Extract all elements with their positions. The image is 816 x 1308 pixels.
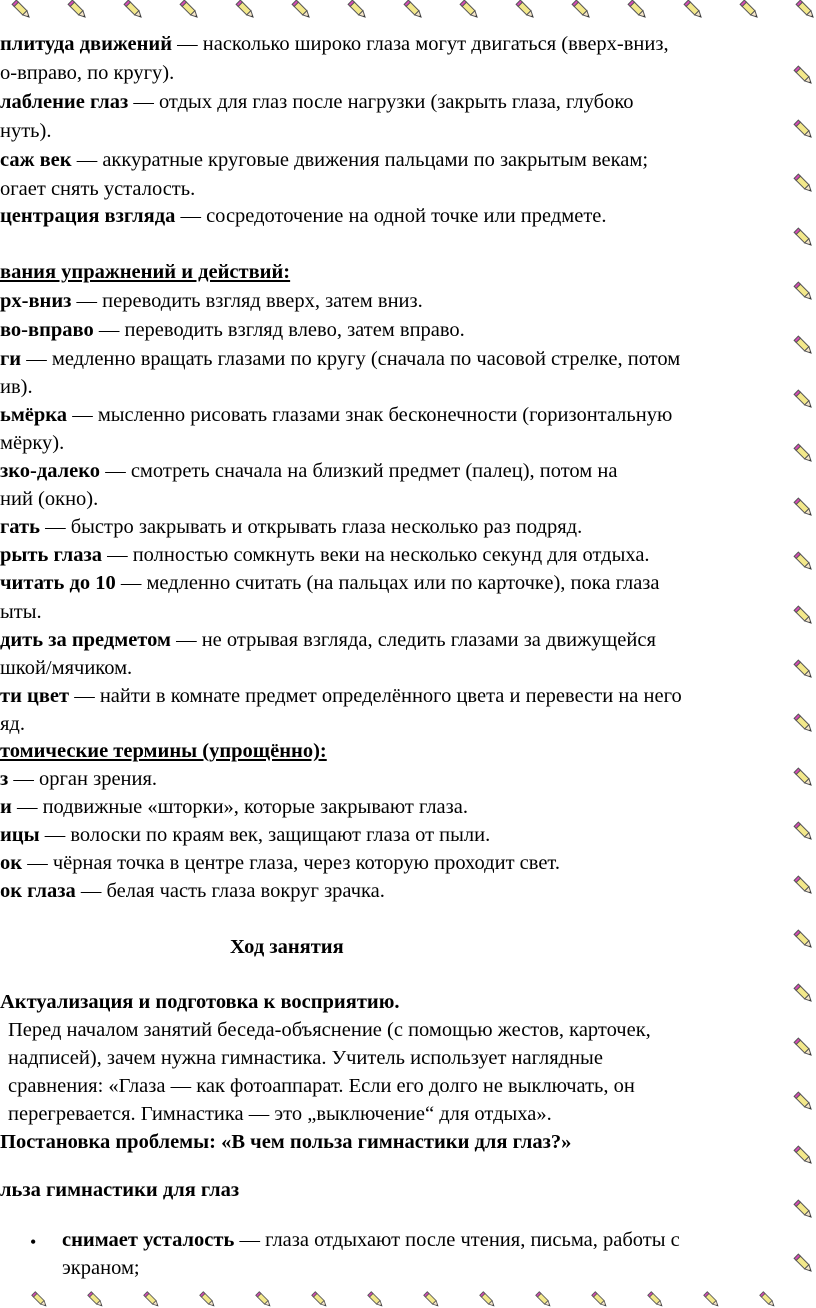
exercise-line: зко-далеко — смотреть сначала на близкий предмет (палец), потом на xyxy=(0,460,618,482)
term-continuation: огает снять усталость. xyxy=(0,178,196,200)
pencil-icon xyxy=(534,1290,554,1308)
pencil-icon xyxy=(792,496,816,520)
pencil-icon xyxy=(682,0,706,22)
lesson-title: Ход занятия xyxy=(230,936,344,958)
benefit-heading: льза гимнастики для глаз xyxy=(0,1179,240,1201)
pencil-icon xyxy=(792,874,816,898)
pencil-icon xyxy=(792,442,816,466)
exercise-line: читать до 10 — медленно считать (на пальцах или по карточке), пока глаза xyxy=(0,572,660,594)
pencil-icon xyxy=(792,280,816,304)
pencil-icon xyxy=(366,1290,386,1308)
pencil-icon xyxy=(792,658,816,682)
anatomy-line: з — орган зрения. xyxy=(0,768,158,790)
exercises-heading: вания упражнений и действий: xyxy=(0,261,291,283)
pencil-icon xyxy=(66,0,90,22)
pencil-icon xyxy=(792,604,816,628)
exercise-continuation: яд. xyxy=(0,713,25,735)
pencil-icon xyxy=(346,0,370,22)
pencil-icon xyxy=(478,1290,498,1308)
exercise-line: дить за предметом — не отрывая взгляда, следить глазами за движущейся xyxy=(0,629,656,651)
pencil-icon xyxy=(794,0,816,22)
exercise-continuation: мёрку). xyxy=(0,432,65,454)
pencil-icon xyxy=(792,1036,816,1060)
exercise-line: ьмёрка — мысленно рисовать глазами знак бесконечности (горизонтальную xyxy=(0,404,673,426)
pencil-icon xyxy=(254,1290,274,1308)
pencil-icon xyxy=(702,1290,722,1308)
benefit-continuation: экраном; xyxy=(62,1257,140,1279)
pencil-icon xyxy=(178,0,202,22)
anatomy-line: ок глаза — белая часть глаза вокруг зрачка. xyxy=(0,880,385,902)
pencil-icon xyxy=(792,1090,816,1114)
pencil-icon xyxy=(792,928,816,952)
term-line: плитуда движений — насколько широко глаза могут двигаться (вверх-вниз, xyxy=(0,33,669,55)
term-line: центрация взгляда — сосредоточение на одной точке или предмете. xyxy=(0,205,607,227)
pencil-icon xyxy=(792,172,816,196)
pencil-icon xyxy=(792,550,816,574)
stage1-text-line: Перед началом занятий беседа-объяснение (с помощью жестов, карточек, xyxy=(8,1019,651,1041)
exercise-continuation: шкой/мячиком. xyxy=(0,657,133,679)
pencil-icon xyxy=(310,1290,330,1308)
exercise-line: рыть глаза — полностью сомкнуть веки на несколько секунд для отдыха. xyxy=(0,544,650,566)
term-line: лабление глаз — отдых для глаз после нагрузки (закрыть глаза, глубоко xyxy=(0,91,634,113)
pencil-icon xyxy=(646,1290,666,1308)
anatomy-line: ицы — волоски по краям век, защищают глаза от пыли. xyxy=(0,824,491,846)
stage1-text-line: перегревается. Гимнастика — это „выключение“ для отдыха». xyxy=(8,1103,552,1125)
exercise-line: рх-вниз — переводить взгляд вверх, затем вниз. xyxy=(0,290,423,312)
stage1-text-line: надписей), зачем нужна гимнастика. Учитель использует наглядные xyxy=(8,1047,603,1069)
pencil-icon xyxy=(792,64,816,88)
benefit-line: снимает усталость — глаза отдыхают после чтения, письма, работы с xyxy=(62,1229,680,1251)
bottom-pencil-border xyxy=(0,1290,816,1308)
anatomy-line: и — подвижные «шторки», которые закрывают глаза. xyxy=(0,796,468,818)
exercise-line: во-вправо — переводить взгляд влево, затем вправо. xyxy=(0,319,465,341)
pencil-icon xyxy=(198,1290,218,1308)
pencil-icon xyxy=(422,1290,442,1308)
exercise-line: ти цвет — найти в комнате предмет определённого цвета и перевести на него xyxy=(0,685,682,707)
pencil-icon xyxy=(758,1290,778,1308)
exercise-line: гать — быстро закрывать и открывать глаза несколько раз подряд. xyxy=(0,516,583,538)
right-pencil-border xyxy=(790,24,816,1290)
pencil-icon xyxy=(458,0,482,22)
term-line: саж век — аккуратные круговые движения пальцами по закрытым векам; xyxy=(0,149,649,171)
pencil-icon xyxy=(792,118,816,142)
pencil-icon xyxy=(792,388,816,412)
anatomy-line: ок — чёрная точка в центре глаза, через которую проходит свет. xyxy=(0,852,560,874)
pencil-icon xyxy=(86,1290,106,1308)
term-continuation: нуть). xyxy=(0,120,52,142)
pencil-icon xyxy=(792,1144,816,1168)
pencil-icon xyxy=(290,0,314,22)
pencil-icon xyxy=(122,0,146,22)
pencil-icon xyxy=(792,766,816,790)
pencil-icon xyxy=(792,982,816,1006)
pencil-icon xyxy=(570,0,594,22)
exercise-line: ги — медленно вращать глазами по кругу (сначала по часовой стрелке, потом xyxy=(0,348,681,370)
pencil-icon xyxy=(792,334,816,358)
pencil-icon xyxy=(234,0,258,22)
exercise-continuation: ыты. xyxy=(0,601,42,623)
pencil-icon xyxy=(792,1252,816,1276)
pencil-icon xyxy=(792,1198,816,1222)
pencil-icon xyxy=(514,0,538,22)
bullet-dot: • xyxy=(30,1232,37,1252)
pencil-icon xyxy=(792,226,816,250)
pencil-icon xyxy=(792,820,816,844)
problem-heading: Постановка проблемы: «В чем польза гимнастики для глаз?» xyxy=(0,1131,572,1153)
pencil-icon xyxy=(626,0,650,22)
pencil-icon xyxy=(142,1290,162,1308)
anatomy-heading: томические термины (упрощённо): xyxy=(0,740,327,762)
pencil-icon xyxy=(402,0,426,22)
pencil-icon xyxy=(738,0,762,22)
pencil-icon xyxy=(10,0,34,22)
term-continuation: о-вправо, по кругу). xyxy=(0,62,175,84)
exercise-continuation: ний (окно). xyxy=(0,488,99,510)
top-pencil-border xyxy=(0,0,816,24)
pencil-icon xyxy=(590,1290,610,1308)
stage1-heading: Актуализация и подготовка к восприятию. xyxy=(0,991,400,1013)
exercise-continuation: ив). xyxy=(0,376,33,398)
pencil-icon xyxy=(792,712,816,736)
pencil-icon xyxy=(30,1290,50,1308)
stage1-text-line: сравнения: «Глаза — как фотоаппарат. Если его долго не выключать, он xyxy=(8,1075,635,1097)
